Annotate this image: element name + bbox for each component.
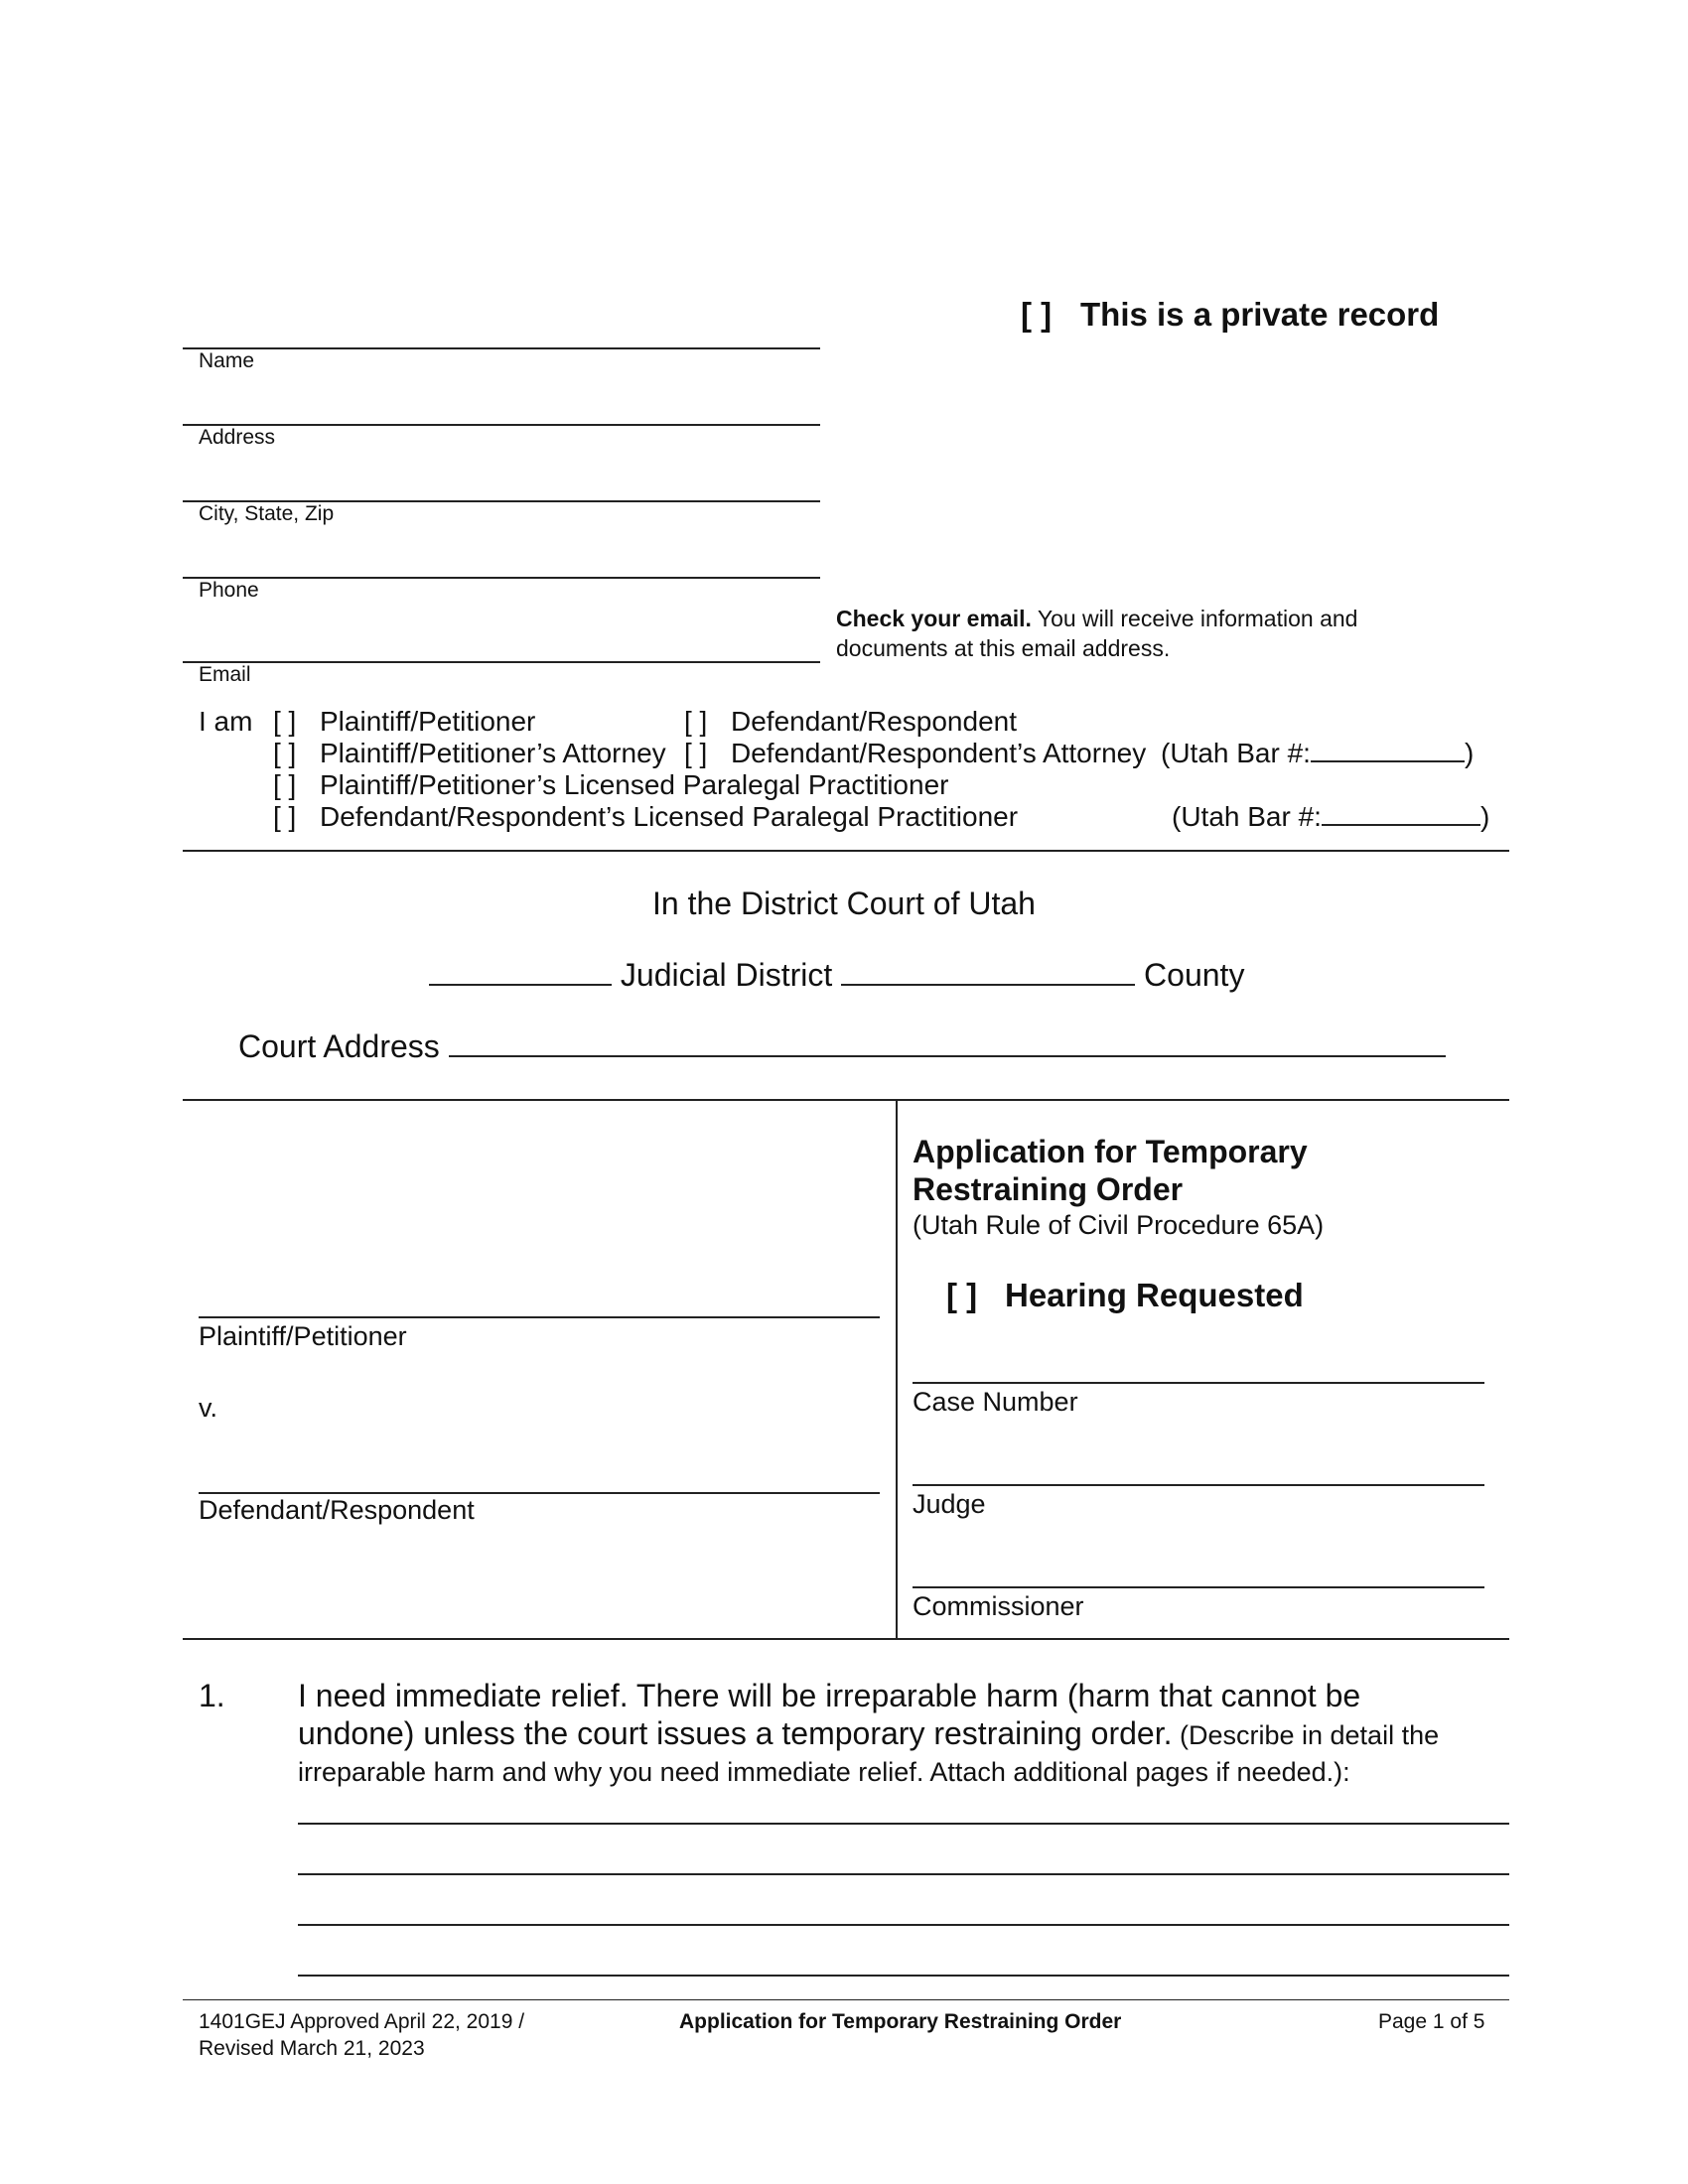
case-number-field[interactable] (913, 1382, 1484, 1384)
document-title-line2: Restraining Order (913, 1171, 1184, 1207)
footer-title: Application for Temporary Restraining Order (679, 2010, 1122, 2033)
commissioner-label: Commissioner (913, 1591, 1084, 1621)
name-label: Name (199, 349, 255, 372)
utah-bar-number-1 (1161, 738, 1474, 769)
plaintiff-caption-label: Plaintiff/Petitioner (199, 1321, 407, 1351)
form-id-line1: 1401GEJ Approved April 22, 2019 / (199, 2010, 525, 2033)
answer-line[interactable] (298, 1924, 1509, 1926)
county-field[interactable] (841, 962, 1135, 986)
defendant-attorney-option-label: Defendant/Respondent’s Attorney (731, 738, 1147, 768)
document-title-line1: Application for Temporary (913, 1134, 1308, 1169)
email-note-line2: documents at this email address. (836, 635, 1171, 661)
phone-field[interactable] (183, 577, 820, 579)
commissioner-field[interactable] (913, 1586, 1484, 1588)
judge-label: Judge (913, 1489, 986, 1519)
defendant-checkbox[interactable]: [ ] (684, 706, 708, 737)
versus-label: v. (199, 1393, 217, 1423)
item1-line1: I need immediate relief. There will be irreparable harm (harm that cannot be (298, 1678, 1361, 1713)
item1-line2-small: (Describe in detail the (1172, 1720, 1440, 1750)
court-address-field[interactable] (449, 1033, 1446, 1057)
answer-line[interactable] (298, 1873, 1509, 1875)
answer-line[interactable] (298, 1975, 1509, 1977)
utah-bar-field-2[interactable] (1322, 802, 1480, 826)
address-label: Address (199, 426, 276, 449)
section-divider (183, 850, 1509, 852)
footer-divider (183, 1999, 1509, 2000)
judicial-district-row (429, 957, 1244, 994)
utah-bar-label: (Utah Bar #: (1172, 801, 1322, 832)
defendant-name-field[interactable] (199, 1492, 880, 1494)
email-field[interactable] (183, 661, 820, 663)
city-state-zip-label: City, State, Zip (199, 502, 335, 525)
item1-line2-main: undone) unless the court issues a temporary restraining order. (298, 1715, 1173, 1751)
item-number: 1. (199, 1678, 225, 1713)
defendant-lpp-option-label: Defendant/Respondent’s Licensed Paralegal Practitioner (320, 801, 1019, 832)
email-note (836, 606, 1357, 632)
private-record-label: This is a private record (1080, 296, 1440, 333)
judge-field[interactable] (913, 1484, 1484, 1486)
email-note-bold: Check your email. (836, 606, 1032, 631)
private-record-checkbox[interactable]: [ ] (1021, 296, 1053, 333)
utah-bar-close: ) (1464, 738, 1475, 768)
i-am-label: I am (199, 706, 253, 737)
email-label: Email (199, 663, 251, 686)
defendant-attorney-checkbox[interactable]: [ ] (684, 738, 708, 768)
email-note-rest: You will receive information and (1031, 606, 1358, 631)
judicial-district-label: Judicial District (620, 957, 833, 993)
plaintiff-name-field[interactable] (199, 1316, 880, 1318)
plaintiff-option-label: Plaintiff/Petitioner (320, 706, 536, 737)
caption-top-border (183, 1099, 1509, 1101)
caption-divider (896, 1099, 898, 1638)
plaintiff-lpp-checkbox[interactable]: [ ] (273, 769, 297, 800)
judicial-district-field[interactable] (429, 962, 612, 986)
utah-bar-close: ) (1479, 801, 1490, 832)
defendant-option-label: Defendant/Respondent (731, 706, 1017, 737)
plaintiff-lpp-option-label: Plaintiff/Petitioner’s Licensed Paralegal Practitioner (320, 769, 949, 800)
plaintiff-checkbox[interactable]: [ ] (273, 706, 297, 737)
county-label: County (1144, 957, 1245, 993)
answer-line[interactable] (298, 1823, 1509, 1825)
utah-bar-number-2 (1172, 801, 1489, 833)
plaintiff-attorney-checkbox[interactable]: [ ] (273, 738, 297, 768)
utah-bar-field-1[interactable] (1311, 739, 1465, 762)
hearing-requested-label: Hearing Requested (1005, 1277, 1304, 1313)
caption-bottom-border (183, 1638, 1509, 1640)
hearing-requested-checkbox[interactable]: [ ] (946, 1277, 978, 1313)
item1-line3: irreparable harm and why you need immediate relief. Attach additional pages if needed.): (298, 1757, 1350, 1787)
phone-label: Phone (199, 579, 259, 602)
defendant-caption-label: Defendant/Respondent (199, 1495, 475, 1525)
utah-bar-label: (Utah Bar #: (1161, 738, 1311, 768)
case-number-label: Case Number (913, 1387, 1078, 1417)
court-address-label: Court Address (238, 1028, 440, 1064)
item1-line2 (298, 1715, 1439, 1752)
defendant-lpp-checkbox[interactable]: [ ] (273, 801, 297, 832)
name-field[interactable] (183, 347, 820, 349)
court-title: In the District Court of Utah (652, 886, 1036, 921)
plaintiff-attorney-option-label: Plaintiff/Petitioner’s Attorney (320, 738, 666, 768)
rule-citation: (Utah Rule of Civil Procedure 65A) (913, 1210, 1325, 1240)
court-address-row (238, 1028, 1446, 1065)
form-id-line2: Revised March 21, 2023 (199, 2037, 425, 2060)
page-number: Page 1 of 5 (1378, 2010, 1485, 2033)
address-field[interactable] (183, 424, 820, 426)
